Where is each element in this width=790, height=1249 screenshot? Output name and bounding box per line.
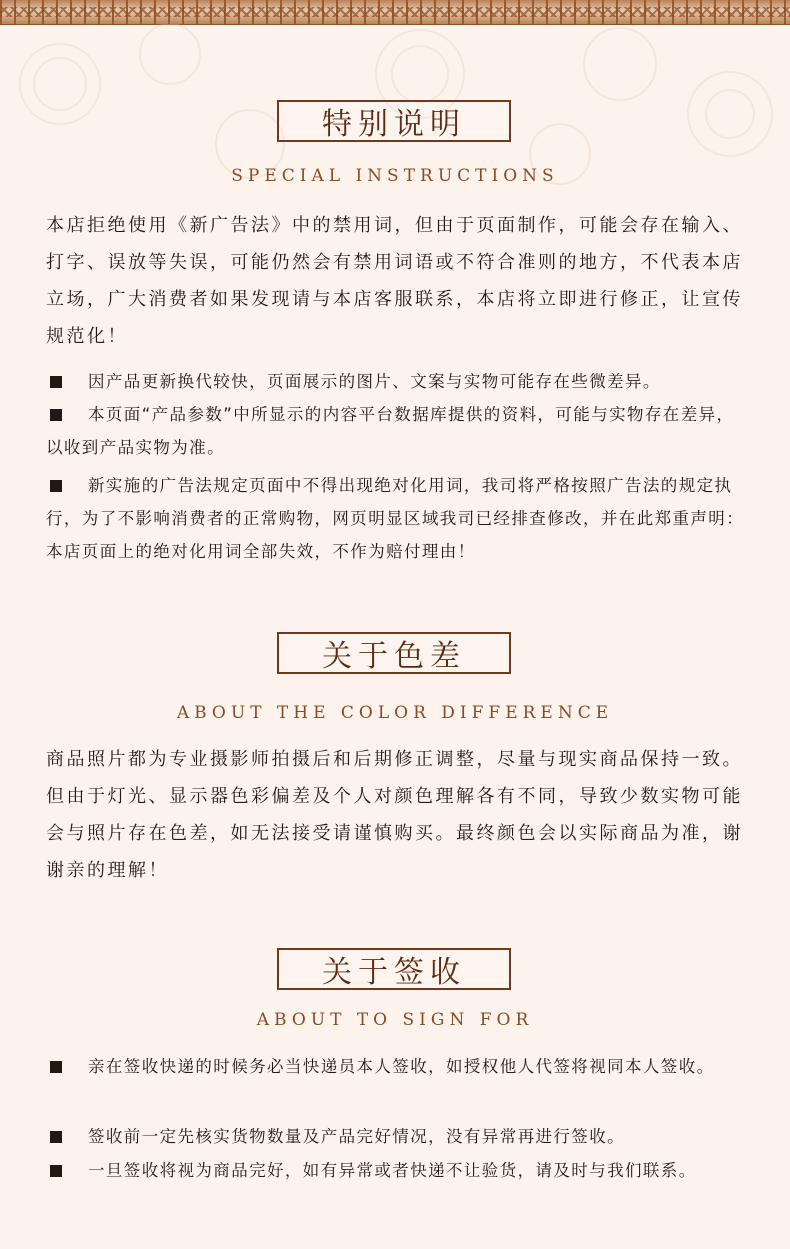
bullet-square-icon xyxy=(50,409,62,421)
special-instruction-item: 因产品更新换代较快，页面展示的图片、文案与实物可能存在些微差异。 xyxy=(46,365,746,398)
bullet-square-icon xyxy=(50,376,62,388)
bullet-square-icon xyxy=(50,1131,62,1143)
special-instructions-paragraph: 本店拒绝使用《新广告法》中的禁用词，但由于页面制作，可能会存在输入、打字、误放等失误，可能仍然会有禁用词语或不符合准则的地方，不代表本店立场，广大消费者如果发现请与本店客服联系，本店将立即进行修正，让宣传规范化！ xyxy=(46,215,743,347)
special-instructions-subtitle: SPECIAL INSTRUCTIONS xyxy=(231,166,559,186)
special-instruction-item: 新实施的广告法规定页面中不得出现绝对化用词，我司将严格按照广告法的规定执行，为了不影响消费者的正常购物，网页明显区域我司已经排查修改，并在此郑重声明：本店页面上的绝对化用词全部失效，不作为赔付理由！ xyxy=(46,476,745,561)
color-difference-subtitle: ABOUT THE COLOR DIFFERENCE xyxy=(176,703,614,723)
bullet-square-icon xyxy=(50,1061,62,1073)
bullet-square-icon xyxy=(50,480,62,492)
special-instructions-title: 特别说明 xyxy=(277,100,511,142)
sign-for-item: 签收前一定先核实货物数量及产品完好情况，没有异常再进行签收。 xyxy=(46,1120,746,1153)
special-instruction-item: 本页面“产品参数”中所显示的内容平台数据库提供的资料，可能与实物存在差异，以收到产品实物为准。 xyxy=(46,405,735,457)
sign-for-item: 亲在签收快递的时候务必当快递员本人签收，如授权他人代签将视同本人签收。 xyxy=(46,1050,746,1083)
sign-for-item: 一旦签收将视为商品完好，如有异常或者快递不让验货，请及时与我们联系。 xyxy=(46,1154,746,1187)
bullet-square-icon xyxy=(50,1165,62,1177)
color-difference-paragraph: 商品照片都为专业摄影师拍摄后和后期修正调整，尽量与现实商品保持一致。但由于灯光、显示器色彩偏差及个人对颜色理解各有不同，导致少数实物可能会与照片存在色差，如无法接受请谨慎购买。最终颜色会以实际商品为准，谢谢亲的理解！ xyxy=(46,749,743,881)
decorative-top-border xyxy=(0,0,790,25)
sign-for-title: 关于签收 xyxy=(277,948,511,990)
color-difference-title: 关于色差 xyxy=(277,632,511,674)
sign-for-subtitle: ABOUT TO SIGN FOR xyxy=(256,1010,534,1030)
